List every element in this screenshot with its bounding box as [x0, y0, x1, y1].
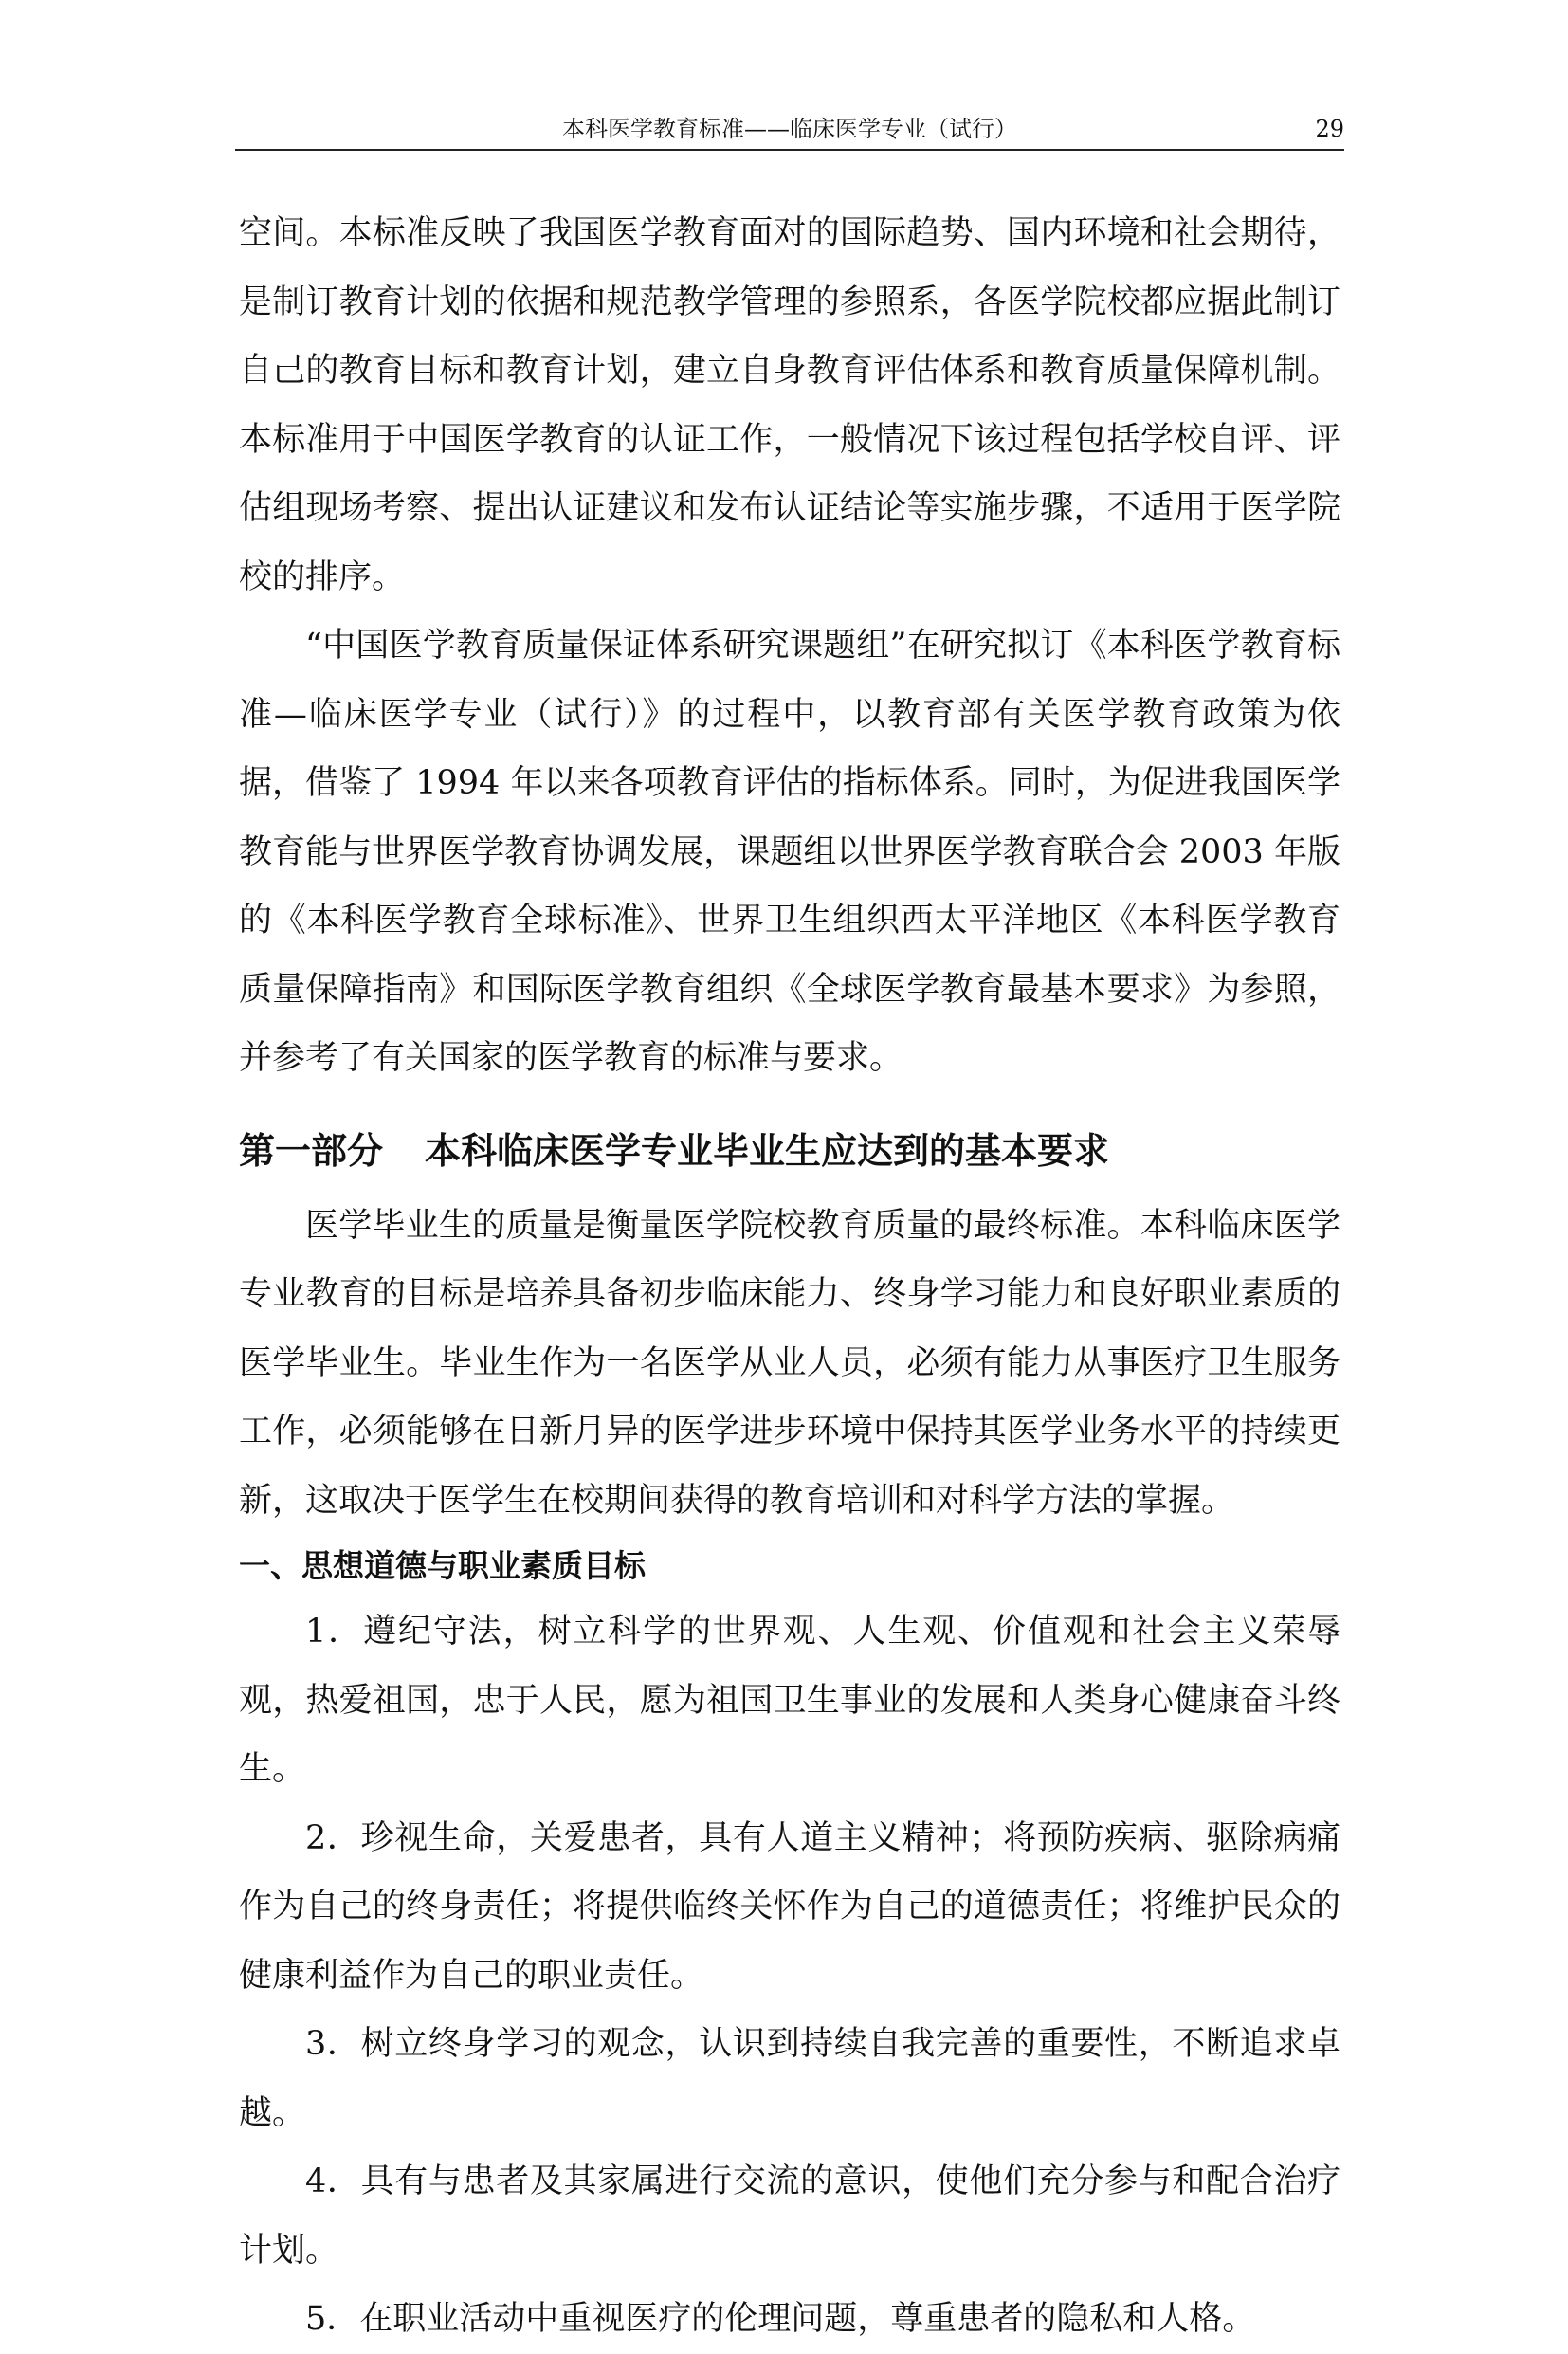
page-number: 29 [1315, 116, 1344, 142]
paragraph-research-group: “中国医学教育质量保证体系研究课题组”在研究拟订《本科医学教育标准—临床医学专业（试行）》的过程中，以教育部有关医学教育政策为依据，借鉴了 1994 年以来各项教育评估的指标体系。同时，为促进我国医学教育能与世界医学教育协调发展，课题组以世界医学教育联合会 2003 年版的《本科医学教育全球标准》、世界卫生组织西太平洋地区《本科医学教育质量保障指南》和国际医学教育组织《全球医学教育最基本要求》为参照，并参考了有关国家的医学教育的标准与要求。 [239, 627, 1340, 1077]
header-title: 本科医学教育标准——临床医学专业（试行） [562, 116, 1017, 142]
section-title: 本科临床医学专业毕业生应达到的基本要求 [425, 1129, 1110, 1172]
list-item: 2．珍视生命，关爱患者，具有人道主义精神；将预防疾病、驱除病痛作为自己的终身责任；将提供临终关怀作为自己的道德责任；将维护民众的健康利益作为自己的职业责任。 [239, 1818, 1340, 1995]
list-item: 1．遵纪守法，树立科学的世界观、人生观、价值观和社会主义荣辱观，热爱祖国，忠于人民，愿为祖国卫生事业的发展和人类身心健康奋斗终生。 [239, 1613, 1340, 1788]
list-item: 5．在职业活动中重视医疗的伦理问题，尊重患者的隐私和人格。 [305, 2300, 1256, 2338]
subsection-heading: 一、思想道德与职业素质目标 [239, 1547, 646, 1584]
section-intro-paragraph: 医学毕业生的质量是衡量医学院校教育质量的最终标准。本科临床医学专业教育的目标是培养具备初步临床能力、终身学习能力和良好职业素质的医学毕业生。毕业生作为一名医学从业人员，必须有能力从事医疗卫生服务工作，必须能够在日新月异的医学进步环境中保持其医学业务水平的持续更新，这取决于医学生在校期间获得的教育培训和对科学方法的掌握。 [239, 1206, 1340, 1520]
header-rule [235, 149, 1344, 151]
body-content [239, 199, 1340, 2354]
paragraph-continued: 空间。本标准反映了我国医学教育面对的国际趋势、国内环境和社会期待，是制订教育计划的依据和规范教学管理的参照系，各医学院校都应据此制订自己的教育目标和教育计划，建立自身教育评估体系和教育质量保障机制。本标准用于中国医学教育的认证工作，一般情况下该过程包括学校自评、评估组现场考察、提出认证建议和发布认证结论等实施步骤，不适用于医学院校的排序。 [239, 214, 1340, 596]
list-item: 4．具有与患者及其家属进行交流的意识，使他们充分参与和配合治疗计划。 [239, 2162, 1340, 2270]
section-number: 第一部分 [239, 1129, 384, 1172]
section-heading [239, 1116, 1340, 1186]
list-item: 3．树立终身学习的观念，认识到持续自我完善的重要性，不断追求卓越。 [239, 2025, 1340, 2132]
running-header [235, 112, 1344, 146]
